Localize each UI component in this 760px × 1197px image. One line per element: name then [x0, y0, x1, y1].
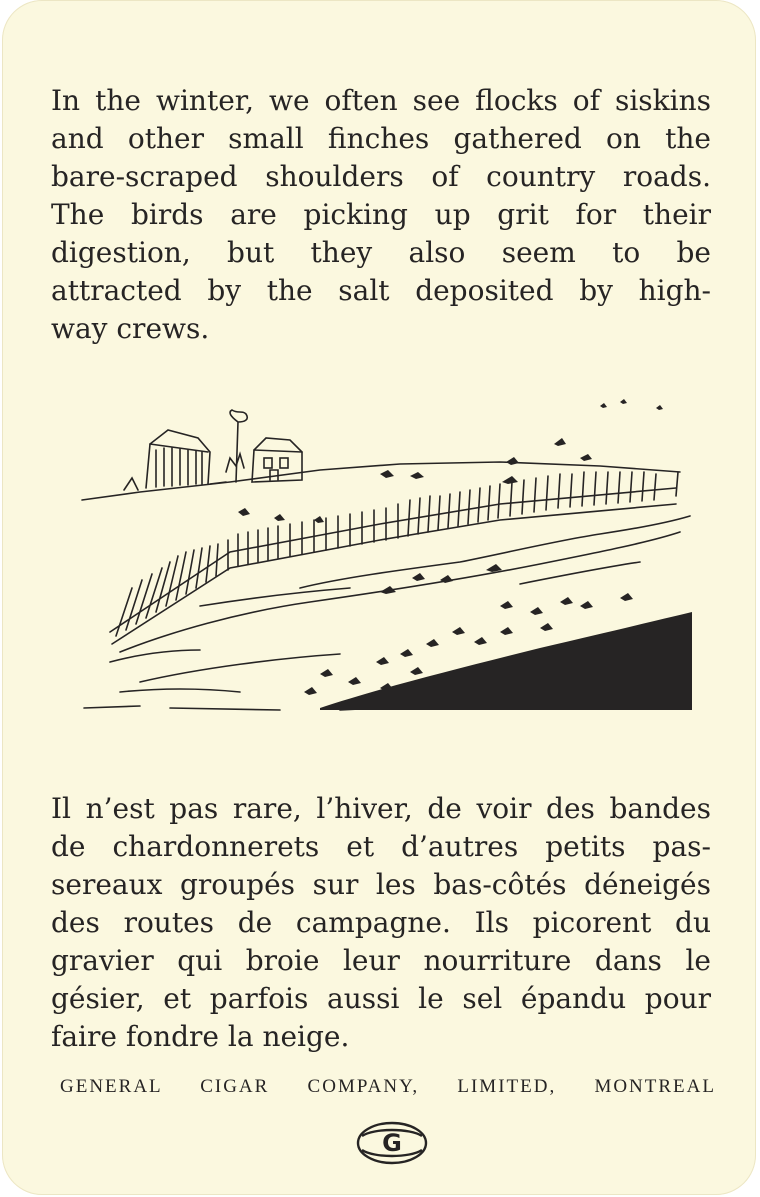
english-line-7: way crews.: [51, 312, 210, 345]
french-line-1: Il n’est pas rare, l’hiver, de voir des bandes: [51, 792, 711, 825]
french-line-7: faire fondre la neige.: [51, 1020, 350, 1053]
french-line-3: sereaux groupés sur les bas-côtés déneigés: [51, 868, 711, 901]
company-imprint: GENERAL CIGAR COMPANY, LIMITED, MONTREAL: [60, 1076, 716, 1097]
french-line-2: de chardonnerets et d’autres petits pas-: [51, 830, 711, 863]
card: [2, 0, 756, 1195]
english-line-5: digestion, but they also seem to be: [51, 236, 711, 269]
english-line-2: and other small finches gathered on the: [51, 122, 711, 155]
french-line-5: gravier qui broie leur nourriture dans le: [51, 944, 711, 977]
english-line-4: The birds are picking up grit for their: [51, 198, 711, 231]
english-line-6: attracted by the salt deposited by high-: [51, 274, 711, 307]
english-paragraph: [51, 82, 711, 348]
french-line-6: gésier, et parfois aussi le sel épandu pour: [51, 982, 711, 1015]
english-line-1: In the winter, we often see flocks of siskins: [51, 84, 711, 117]
french-paragraph: [51, 790, 711, 1056]
french-line-4: des routes de campagne. Ils picorent du: [51, 906, 711, 939]
logo-letter: G: [382, 1129, 402, 1157]
company-logo-icon: [354, 1118, 430, 1168]
english-line-3: bare-scraped shoulders of country roads.: [51, 160, 711, 193]
finches-roadside-illustration: [80, 392, 700, 722]
